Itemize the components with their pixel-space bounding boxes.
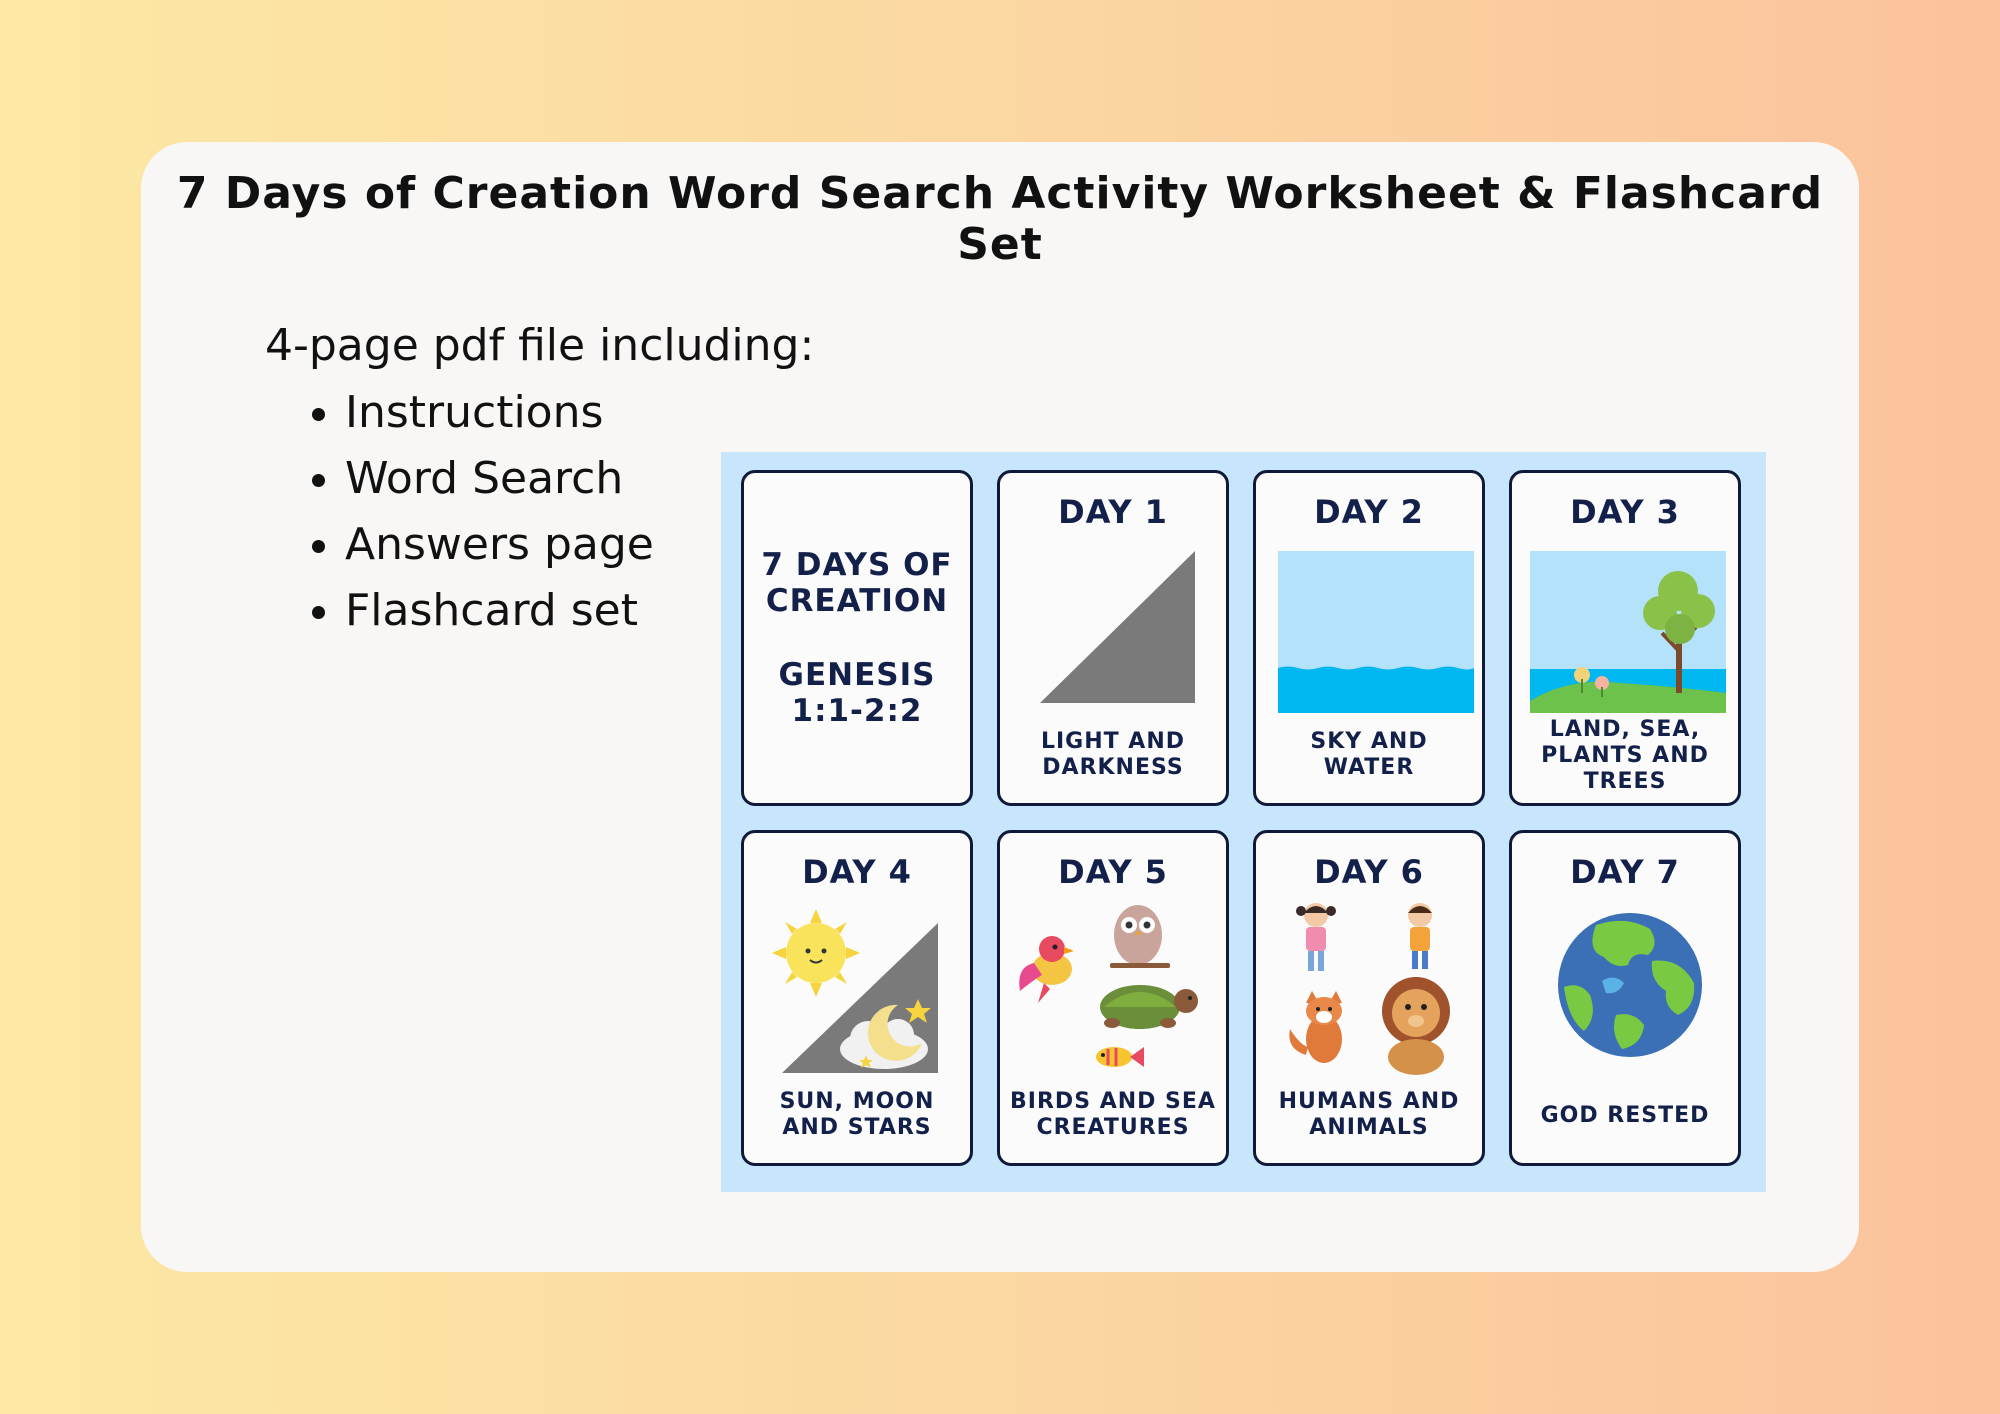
- cover-ref-line: 1:1-2:2: [791, 693, 923, 729]
- flashcard-preview: [721, 452, 1766, 1192]
- day-caption: [1256, 1089, 1482, 1141]
- feature-item: • Flashcard set: [345, 578, 654, 644]
- caption-line: DARKNESS: [1042, 755, 1184, 780]
- feature-item: • Answers page: [345, 512, 654, 578]
- intro-text: 4-page pdf file including:: [265, 320, 815, 371]
- day-caption: [1512, 1103, 1738, 1129]
- caption-line: HUMANS AND: [1278, 1089, 1460, 1114]
- caption-line: TREES: [1583, 769, 1667, 794]
- day-caption: [1256, 729, 1482, 781]
- caption-line: LAND, SEA,: [1549, 717, 1701, 742]
- cover-title: [744, 547, 970, 619]
- day-label: DAY 3: [1570, 493, 1680, 531]
- feature-item: • Word Search: [345, 446, 654, 512]
- sky-water-icon: [1278, 551, 1474, 713]
- caption-line: LIGHT AND: [1040, 729, 1186, 754]
- caption-line: SUN, MOON: [779, 1089, 935, 1114]
- caption-line: ANIMALS: [1309, 1115, 1429, 1140]
- flashcard-day-7: [1509, 830, 1741, 1166]
- light-darkness-icon: [1040, 551, 1195, 706]
- caption-line: BIRDS AND SEA: [1010, 1089, 1216, 1114]
- cover-title-line: CREATION: [765, 583, 949, 619]
- day-label: DAY 2: [1314, 493, 1424, 531]
- feature-list: [311, 380, 654, 644]
- day-caption: [1512, 717, 1738, 795]
- caption-line: CREATURES: [1036, 1115, 1190, 1140]
- earth-icon: [1556, 911, 1704, 1059]
- caption-line: AND STARS: [782, 1115, 932, 1140]
- flashcard-day-4: [741, 830, 973, 1166]
- day-label: DAY 5: [1058, 853, 1168, 891]
- day-caption: [744, 1089, 970, 1141]
- caption-line: GOD RESTED: [1540, 1103, 1710, 1128]
- flashcard-day-5: [997, 830, 1229, 1166]
- cover-ref-line: GENESIS: [778, 657, 936, 693]
- humans-animals-icon: [1276, 899, 1472, 1077]
- day-caption: [1000, 729, 1226, 781]
- day-label: DAY 7: [1570, 853, 1680, 891]
- content-panel: [141, 142, 1859, 1272]
- flashcard-day-2: [1253, 470, 1485, 806]
- day-label: DAY 1: [1058, 493, 1168, 531]
- day-caption: [1000, 1089, 1226, 1141]
- flashcard-day-1: [997, 470, 1229, 806]
- cover-title-line: 7 DAYS OF: [761, 547, 953, 583]
- flashcard-day-3: [1509, 470, 1741, 806]
- day-label: DAY 4: [802, 853, 912, 891]
- day-label: DAY 6: [1314, 853, 1424, 891]
- feature-item: • Instructions: [345, 380, 654, 446]
- flashcard-day-6: [1253, 830, 1485, 1166]
- caption-line: WATER: [1323, 755, 1415, 780]
- flashcard-cover: [741, 470, 973, 806]
- cover-reference: [744, 657, 970, 729]
- caption-line: PLANTS AND: [1541, 743, 1709, 768]
- page-title: 7 Days of Creation Word Search Activity Worksheet & Flashcard Set: [176, 168, 1824, 270]
- land-tree-icon: [1530, 551, 1726, 713]
- sun-moon-icon: [772, 909, 948, 1075]
- caption-line: SKY AND: [1310, 729, 1428, 754]
- animals-icon: [1012, 897, 1220, 1077]
